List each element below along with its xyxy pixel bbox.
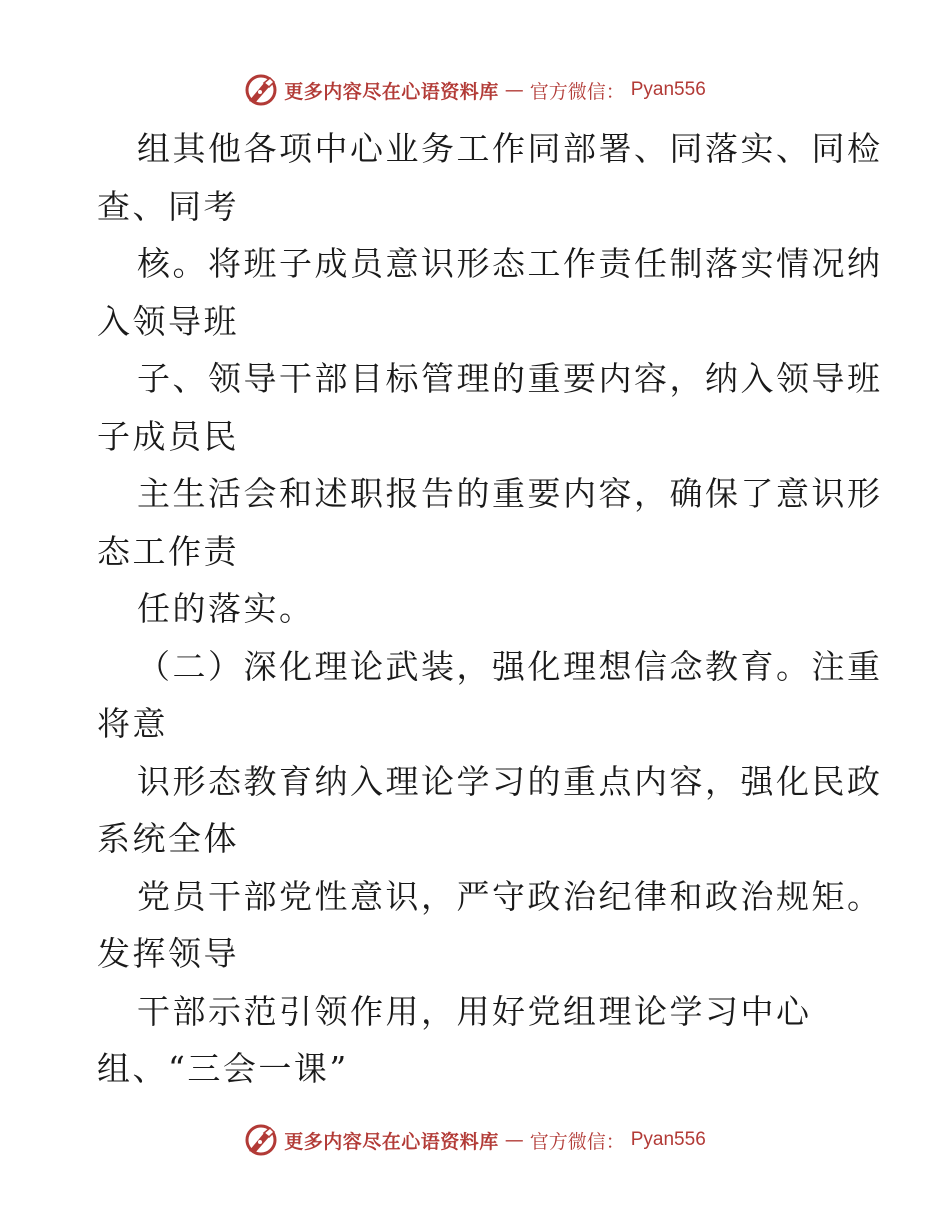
text-line: 将意 <box>97 704 168 743</box>
page-header <box>0 70 950 110</box>
footer-official-label: 官方微信： <box>529 1130 625 1153</box>
text-line: 子成员民 <box>97 416 239 456</box>
text-line: 子、领导干部目标管理的重要内容，纳入领导班 <box>137 359 883 398</box>
text-line: 主生活会和述职报告的重要内容，确保了意识形 <box>137 474 883 513</box>
text-line: 党员干部党性意识，严守政治纪律和政治规矩。 <box>137 876 883 916</box>
document-body <box>97 120 883 1098</box>
text-line: 任的落实。 <box>137 589 315 628</box>
text-line: 态工作责 <box>97 531 239 571</box>
text-line: 查、同考 <box>97 186 239 226</box>
text-line: 核。将班子成员意识形态工作责任制落实情况纳 <box>137 244 883 283</box>
pen-nib-logo-icon <box>244 1123 278 1157</box>
pen-nib-logo-icon <box>244 73 278 107</box>
header-official-label: 官方微信： <box>529 80 625 103</box>
text-line: 干部示范引领作用，用好党组理论学习中心 <box>137 991 812 1031</box>
text-line: 入领导班 <box>97 301 239 341</box>
header-wechat-id: Pyan556 <box>630 79 706 100</box>
text-line: （二）深化理论武装，强化理想信念教育。注重 <box>137 646 883 686</box>
header-dash: — <box>504 79 524 101</box>
footer-dash: — <box>504 1129 524 1151</box>
text-line: 系统全体 <box>97 819 239 858</box>
footer-brand-text: 更多内容尽在心语资料库 <box>284 1130 499 1153</box>
header-brand-text: 更多内容尽在心语资料库 <box>284 80 499 103</box>
text-line: 识形态教育纳入理论学习的重点内容，强化民政 <box>137 761 883 801</box>
text-line: 组其他各项中心业务工作同部署、同落实、同检 <box>137 129 883 168</box>
text-line: 组、“三会一课” <box>97 1049 349 1088</box>
footer-wechat-id: Pyan556 <box>630 1129 706 1150</box>
text-line: 发挥领导 <box>97 934 239 973</box>
page-footer <box>0 1120 950 1160</box>
